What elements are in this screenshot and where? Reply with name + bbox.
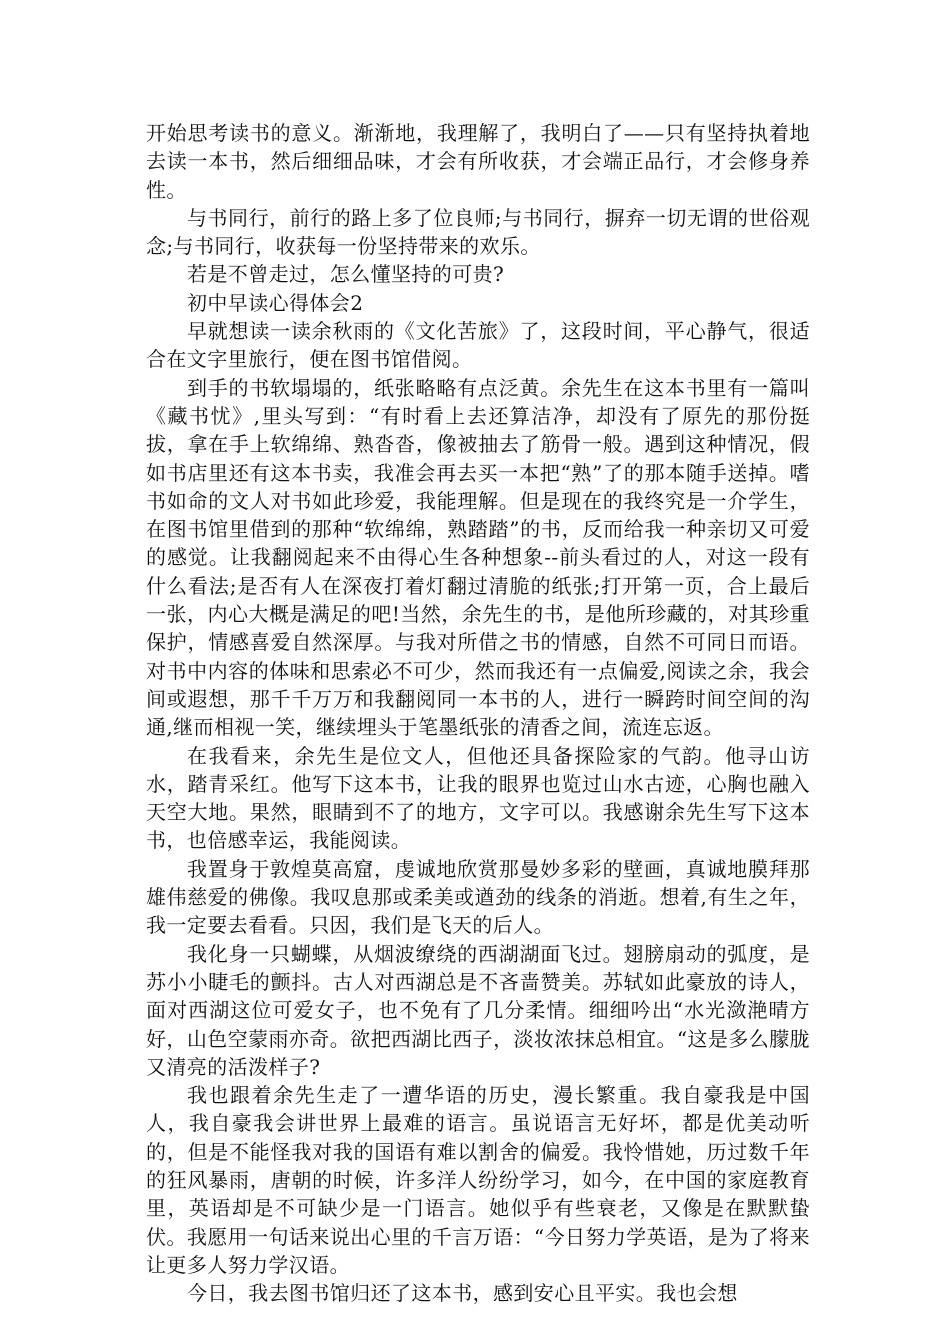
- paragraph-continued: 开始思考读书的意义。渐渐地，我理解了，我明白了——只有坚持执着地去读一本书，然后细细品味，才会有所收获，才会端正品行，才会修身养性。: [146, 121, 810, 202]
- paragraph: 我置身于敦煌莫高窟，虔诚地欣赏那曼妙多彩的壁画，真诚地膜拜那雄伟慈爱的佛像。我叹息那或柔美或遒劲的线条的消逝。想着,有生之年，我一定要去看看。只因，我们是飞天的后人。: [146, 856, 810, 938]
- paragraph: 若是不曾走过，怎么懂坚持的可贵?: [187, 262, 505, 287]
- paragraph: 与书同行，前行的路上多了位良师;与书同行，摒弃一切无谓的世俗观念;与书同行，收获每一份坚持带来的欢乐。: [146, 205, 810, 259]
- paragraph: 我也跟着余先生走了一遭华语的历史，漫长繁重。我自豪我是中国人，我自豪我会讲世界上最难的语言。虽说语言无好坏，都是优美动听的，但是不能怪我对我的国语有难以割舍的偏爱。我怜惜她，历过数千年的狂风暴雨，唐朝的时候，许多洋人纷纷学习，如今，在中国的家庭教育里，英语却是不可缺少是一门语言。她似乎有些衰老，又像是在默默蛰伏。我愿用一句话来说出心里的千言万语：“今日努力学英语，是为了将来让更多人努力学汉语。: [146, 1083, 810, 1277]
- paragraph: 我化身一只蝴蝶，从烟波缭绕的西湖湖面飞过。翅膀扇动的弧度，是苏小小睫毛的颤抖。古人对西湖总是不吝啬赞美。苏轼如此豪放的诗人，面对西湖这位可爱女子，也不免有了几分柔情。细细吟出“水光潋滟晴方好，山色空蒙雨亦奇。欲把西湖比西子，淡妆浓抹总相宜。“这是多么朦胧又清亮的活泼样子?: [146, 941, 810, 1079]
- paragraph: 今日，我去图书馆归还了这本书，感到安心且平实。我也会想: [187, 1281, 738, 1306]
- paragraph: 到手的书软塌塌的，纸张略略有点泛黄。余先生在这本书里有一篇叫《藏书忧》,里头写到：“有时看上去还算洁净，却没有了原先的那份挺拔，拿在手上软绵绵、熟沓沓，像被抽去了筋骨一般。遇到这种情况，假如书店里还有这本书卖，我准会再去买一本把“熟”了的那本随手送掉。嗜书如命的文人对书如此珍爱，我能理解。但是现在的我终究是一介学生，在图书馆里借到的那种“软绵绵，熟踏踏”的书，反而给我一种亲切又可爱的感觉。让我翻阅起来不由得心生各种想象--前头看过的人，对这一段有什么看法;是否有人在深夜打着灯翻过清脆的纸张;打开第一页，合上最后一张，内心大概是满足的吧!当然，余先生的书，是他所珍藏的，对其珍重保护，情感喜爱自然深厚。与我对所借之书的情感，自然不可同日而语。对书中内容的体味和思索必不可少，然而我还有一点偏爱,阅读之余，我会间或遐想，那千千万万和我翻阅同一本书的人，进行一瞬跨时间空间的沟通,继而相视一笑，继续埋头于笔墨纸张的清香之间，流连忘返。: [146, 375, 810, 740]
- paragraph: 早就想读一读余秋雨的《文化苦旅》了，这段时间，平心静气，很适合在文字里旅行，便在图书馆借阅。: [146, 319, 810, 372]
- document-body: [146, 119, 810, 1307]
- section-heading: 初中早读心得体会2: [187, 290, 364, 315]
- paragraph: 在我看来，余先生是位文人，但他还具备探险家的气韵。他寻山访水，踏青采红。他写下这本书，让我的眼界也览过山水古迹，心胸也融入天空大地。果然，眼睛到不了的地方，文字可以。我感谢余先生写下这本书，也倍感幸运，我能阅读。: [146, 743, 810, 853]
